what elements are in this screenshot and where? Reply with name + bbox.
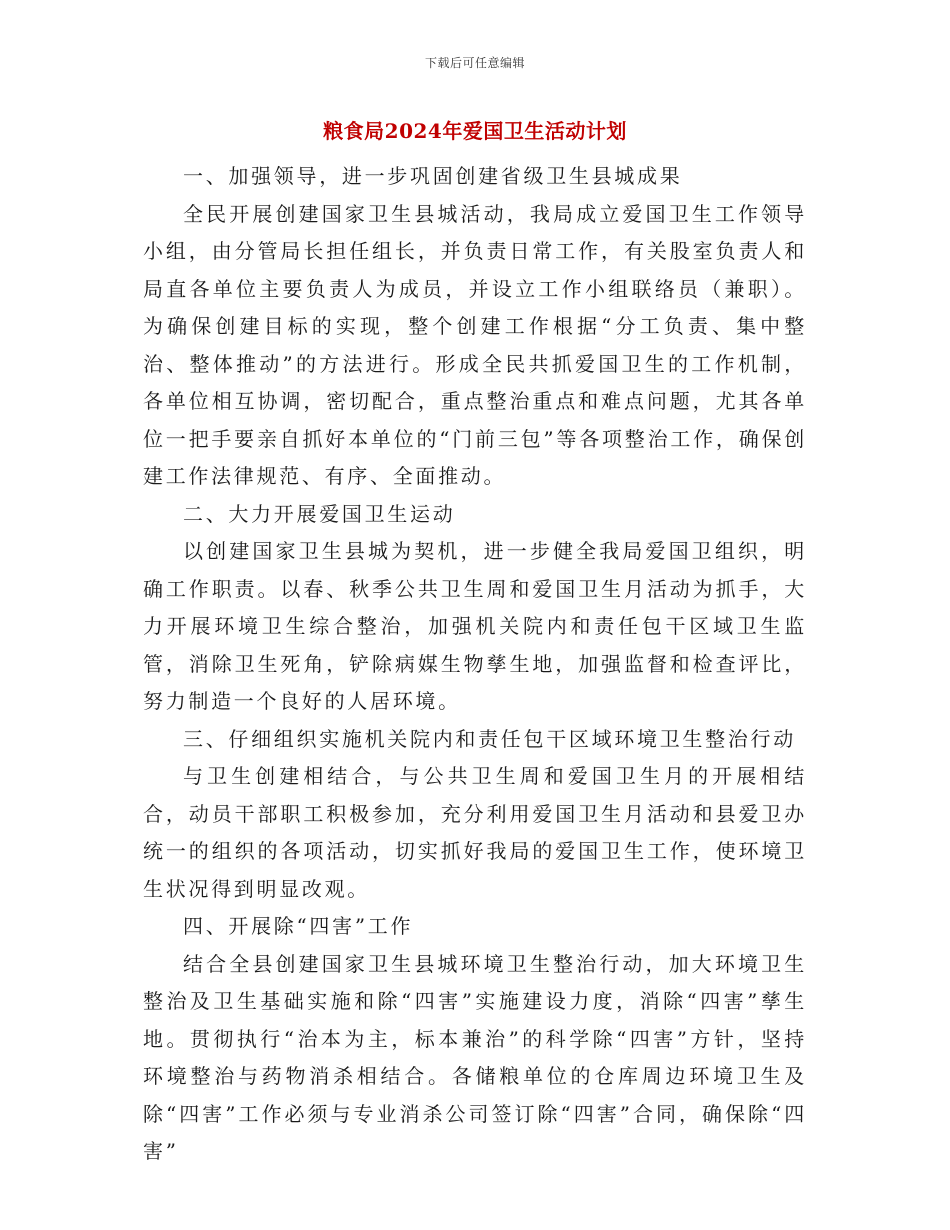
section-heading: 二、大力开展爱国卫生运动 xyxy=(183,501,456,526)
document-body xyxy=(143,158,807,1171)
section-heading: 四、开展除“四害”工作 xyxy=(183,914,414,938)
section-heading: 三、仔细组织实施机关院内和责任包干区域环境卫生整治行动 xyxy=(183,726,796,751)
document-title: 粮食局2024年爱国卫生活动计划 xyxy=(323,119,627,143)
section-paragraph: 全民开展创建国家卫生县城活动，我局成立爱国卫生工作领导小组，由分管局长担任组长，并负责日常工作，有关股室负责人和局直各单位主要负责人为成员，并设立工作小组联络员（兼职）。为确保创建目标的实现，整个创建工作根据“分工负责、集中整治、整体推动”的方法进行。形成全民共抓爱国卫生的工作机制，各单位相互协调，密切配合，重点整治重点和难点问题，尤其各单位一把手要亲自抓好本单位的“门前三包”等各项整治工作，确保创建工作法律规范、有序、全面推动。 xyxy=(143,201,807,488)
section-paragraph: 结合全县创建国家卫生县城环境卫生整治行动，加大环境卫生整治及卫生基础实施和除“四害”实施建设力度，消除“四害”孳生地。贯彻执行“治本为主，标本兼治”的科学除“四害”方针，坚持环境整治与药物消杀相结合。各储粮单位的仓库周边环境卫生及除“四害”工作必须与专业消杀公司签订除“四害”合同，确保除“四害” xyxy=(143,951,807,1163)
header-note: 下载后可任意编辑 xyxy=(424,56,525,70)
section-heading: 一、加强领导，进一步巩固创建省级卫生县城成果 xyxy=(183,164,683,188)
section-paragraph: 与卫生创建相结合，与公共卫生周和爱国卫生月的开展相结合，动员干部职工积极参加，充分利用爱国卫生月活动和县爱卫办统一的组织的各项活动，切实抓好我局的爱国卫生工作，使环境卫生状况得到明显改观。 xyxy=(143,764,807,901)
section-paragraph: 以创建国家卫生县城为契机，进一步健全我局爱国卫组织，明确工作职责。以春、秋季公共卫生周和爱国卫生月活动为抓手，大力开展环境卫生综合整治，加强机关院内和责任包干区域卫生监管，消除卫生死角，铲除病媒生物孳生地，加强监督和检查评比，努力制造一个良好的人居环境。 xyxy=(143,539,807,713)
